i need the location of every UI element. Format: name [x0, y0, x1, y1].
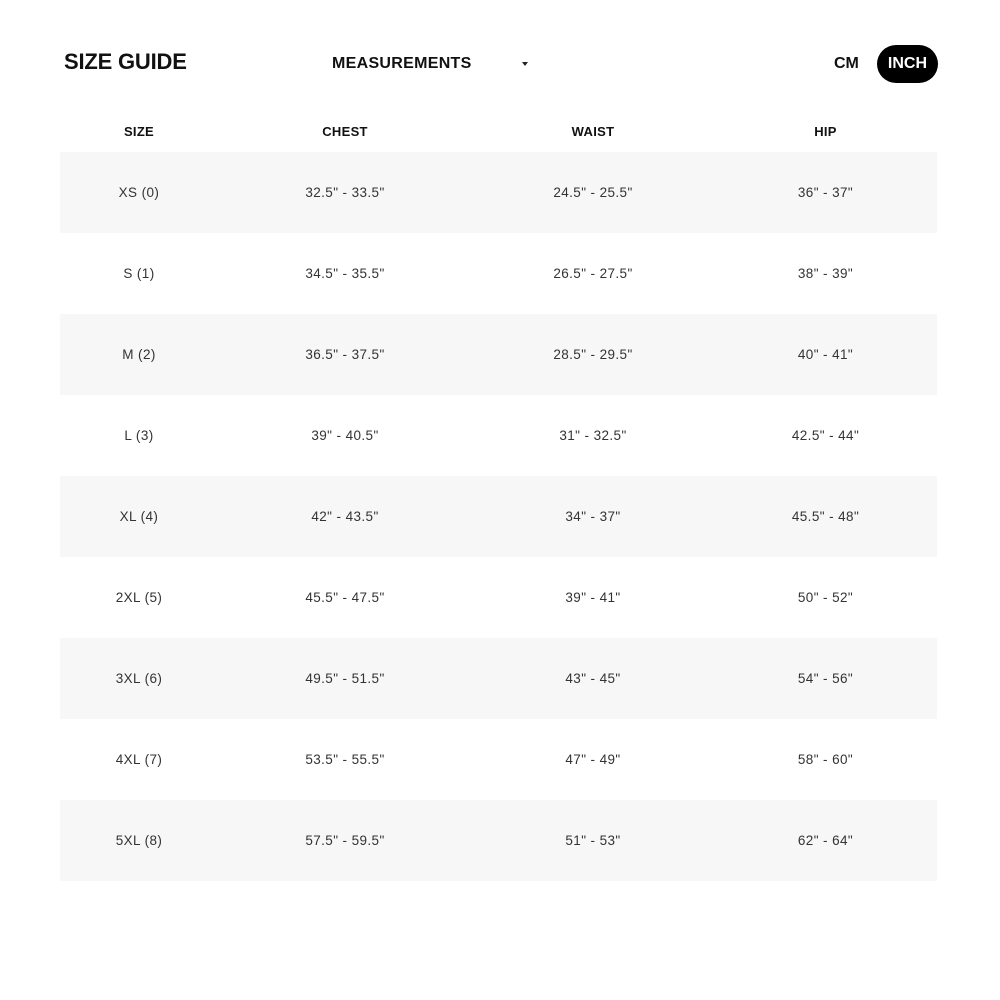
column-header-hip: HIP	[814, 123, 837, 139]
cell-waist: 51" - 53"	[472, 800, 714, 881]
unit-cm-button[interactable]: CM	[834, 55, 859, 72]
cell-hip: 58" - 60"	[797, 752, 854, 767]
cell-chest: 57.5" - 59.5"	[218, 800, 472, 881]
cell-hip: 50" - 52"	[797, 590, 854, 605]
cell-hip: 40" - 41"	[714, 314, 937, 395]
unit-toggle	[822, 45, 938, 83]
cell-size: 5XL (8)	[60, 800, 218, 881]
cell-size: L (3)	[124, 428, 154, 443]
size-guide-header	[0, 0, 1000, 110]
cell-waist: 26.5" - 27.5"	[553, 266, 633, 281]
column-header-size: SIZE	[123, 123, 155, 139]
cell-waist: 28.5" - 29.5"	[472, 314, 714, 395]
cell-size: M (2)	[60, 314, 218, 395]
cell-waist: 31" - 32.5"	[559, 428, 627, 443]
page-title: SIZE GUIDE	[64, 49, 187, 74]
cell-size: 3XL (6)	[60, 638, 218, 719]
cell-waist: 34" - 37"	[472, 476, 714, 557]
table-row	[60, 152, 937, 233]
size-table	[60, 110, 937, 881]
table-header-row	[60, 110, 937, 152]
cell-hip: 62" - 64"	[714, 800, 937, 881]
table-row	[60, 557, 937, 638]
cell-waist: 43" - 45"	[472, 638, 714, 719]
cell-chest: 49.5" - 51.5"	[218, 638, 472, 719]
measurements-dropdown[interactable]	[332, 52, 532, 76]
cell-waist: 39" - 41"	[565, 590, 621, 605]
cell-chest: 45.5" - 47.5"	[305, 590, 385, 605]
cell-size: XS (0)	[60, 152, 218, 233]
cell-hip: 42.5" - 44"	[791, 428, 860, 443]
cell-chest: 42" - 43.5"	[218, 476, 472, 557]
cell-size: 2XL (5)	[115, 590, 163, 605]
cell-hip: 36" - 37"	[714, 152, 937, 233]
table-row	[60, 314, 937, 395]
cell-chest: 39" - 40.5"	[311, 428, 379, 443]
measurements-dropdown-label: MEASUREMENTS	[332, 55, 472, 72]
cell-hip: 45.5" - 48"	[714, 476, 937, 557]
caret-down-icon	[522, 62, 528, 66]
unit-inch-button[interactable]: INCH	[877, 45, 938, 83]
cell-size: 4XL (7)	[115, 752, 163, 767]
cell-size: S (1)	[123, 266, 155, 281]
cell-hip: 54" - 56"	[714, 638, 937, 719]
table-row	[60, 638, 937, 719]
table-row	[60, 800, 937, 881]
cell-chest: 53.5" - 55.5"	[305, 752, 385, 767]
column-header-chest: CHEST	[322, 123, 368, 139]
cell-size: XL (4)	[60, 476, 218, 557]
table-row	[60, 233, 937, 314]
cell-waist: 47" - 49"	[565, 752, 621, 767]
cell-hip: 38" - 39"	[797, 266, 854, 281]
table-row	[60, 719, 937, 800]
cell-waist: 24.5" - 25.5"	[472, 152, 714, 233]
column-header-waist: WAIST	[571, 123, 615, 139]
table-row	[60, 476, 937, 557]
cell-chest: 34.5" - 35.5"	[305, 266, 385, 281]
table-row	[60, 395, 937, 476]
cell-chest: 32.5" - 33.5"	[218, 152, 472, 233]
cell-chest: 36.5" - 37.5"	[218, 314, 472, 395]
